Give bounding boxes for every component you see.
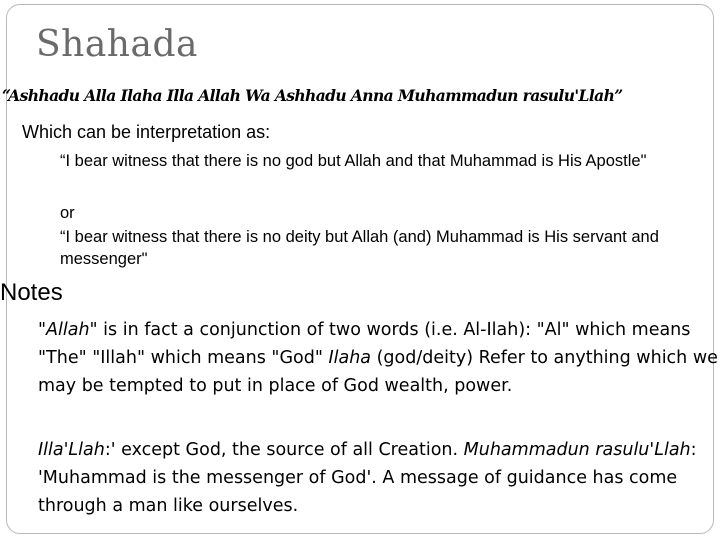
note-text: (god/deity) Refer to anything which we may be tempted to put in place of God wealth, power. bbox=[38, 348, 718, 396]
note-term: Illa'Llah bbox=[38, 440, 105, 460]
meaning-text: “I bear witness that there is no deity but Allah (and) Muhammad is His servant and messenger" bbox=[60, 228, 659, 268]
shahada-arabic-line: “Ashhadu Alla Ilaha Illa Allah Wa Ashhadu Anna Muhammadun rasulu'Llah” bbox=[2, 86, 623, 105]
notes-heading-text: Notes bbox=[0, 279, 63, 306]
note-text: : 'Muhammad is the messenger of God'. A message of guidance has come through a man like ourselves. bbox=[38, 440, 697, 516]
note-term: "Allah" bbox=[38, 320, 98, 340]
note-term: Muhammadun rasulu'Llah bbox=[463, 440, 691, 460]
interpretation-intro bbox=[22, 122, 270, 143]
notes-heading bbox=[0, 278, 63, 307]
note-allah bbox=[22, 316, 720, 400]
meaning-text: or bbox=[60, 204, 75, 222]
interpretation-intro-text: Which can be interpretation as: bbox=[22, 122, 271, 142]
meaning-text: “I bear witness that there is no god but Allah and that Muhammad is His Apostle" bbox=[60, 152, 647, 170]
meaning-item bbox=[44, 202, 690, 224]
note-term: Ilaha bbox=[328, 348, 372, 368]
meaning-item bbox=[44, 226, 690, 270]
meaning-item bbox=[44, 150, 690, 172]
slide-title: Shahada bbox=[36, 24, 198, 65]
note-illa-llah bbox=[22, 436, 720, 520]
note-text: :' except God, the source of all Creation. bbox=[104, 440, 464, 460]
note-text: is in fact a conjunction of two words (i.e. Al-Ilah): "Al" which means "The" "Illah" which means "God" bbox=[38, 320, 691, 368]
